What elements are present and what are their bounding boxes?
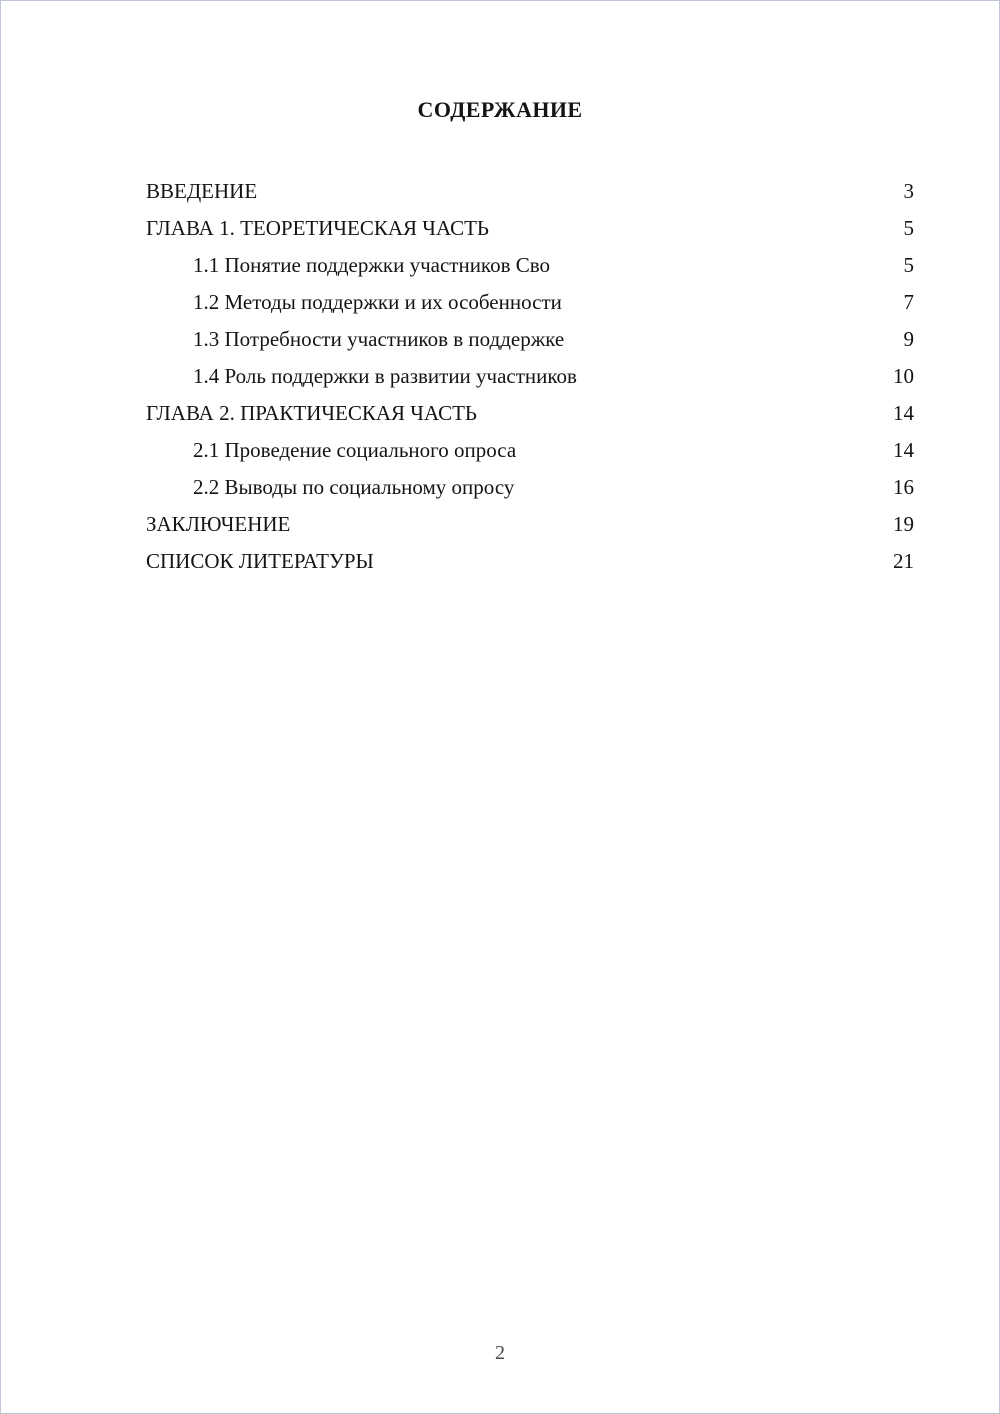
toc-entry-page: 9 <box>903 327 914 351</box>
toc-entry-page: 5 <box>903 253 914 277</box>
toc-entry-page: 14 <box>893 401 914 425</box>
toc-entry-page: 3 <box>903 179 914 203</box>
toc-entry-page: 5 <box>903 216 914 240</box>
toc-entry-label: 2.1 Проведение социального опроса <box>193 438 517 462</box>
toc-entry-label: СПИСОК ЛИТЕРАТУРЫ <box>146 549 374 573</box>
toc-entry <box>146 432 914 469</box>
toc-entry-label: 1.1 Понятие поддержки участников Сво <box>193 253 551 277</box>
toc-entry <box>146 210 914 247</box>
toc-entry-label: ГЛАВА 1. ТЕОРЕТИЧЕСКАЯ ЧАСТЬ <box>146 216 489 240</box>
toc-entry <box>146 173 914 210</box>
toc-entry-label: 1.3 Потребности участников в поддержке <box>193 327 565 351</box>
page-number-footer: 2 <box>495 1342 505 1364</box>
toc-entry <box>146 358 914 395</box>
toc-entry-page: 19 <box>893 512 914 536</box>
toc-entry-label: ЗАКЛЮЧЕНИЕ <box>146 512 291 536</box>
toc-entry <box>146 506 914 543</box>
toc-entry-label: 2.2 Выводы по социальному опросу <box>193 475 515 499</box>
toc-entry <box>146 321 914 358</box>
toc-entry-page: 14 <box>893 438 914 462</box>
toc-entry-label: 1.4 Роль поддержки в развитии участников <box>193 364 577 388</box>
toc-entry-page: 16 <box>893 475 914 499</box>
toc-entry-label: ВВЕДЕНИЕ <box>146 179 258 203</box>
toc-entry-page: 7 <box>903 290 914 314</box>
toc-entry <box>146 284 914 321</box>
toc-entry-page: 21 <box>893 549 914 573</box>
toc-entry-label: 1.2 Методы поддержки и их особенности <box>193 290 562 314</box>
toc-entry <box>146 395 914 432</box>
toc-entry <box>146 247 914 284</box>
toc-entry-page: 10 <box>893 364 914 388</box>
toc-entry <box>146 469 914 506</box>
toc-entry-label: ГЛАВА 2. ПРАКТИЧЕСКАЯ ЧАСТЬ <box>146 401 477 425</box>
toc-entry <box>146 543 914 580</box>
table-of-contents <box>146 173 914 580</box>
page-title: СОДЕРЖАНИЕ <box>417 97 583 122</box>
